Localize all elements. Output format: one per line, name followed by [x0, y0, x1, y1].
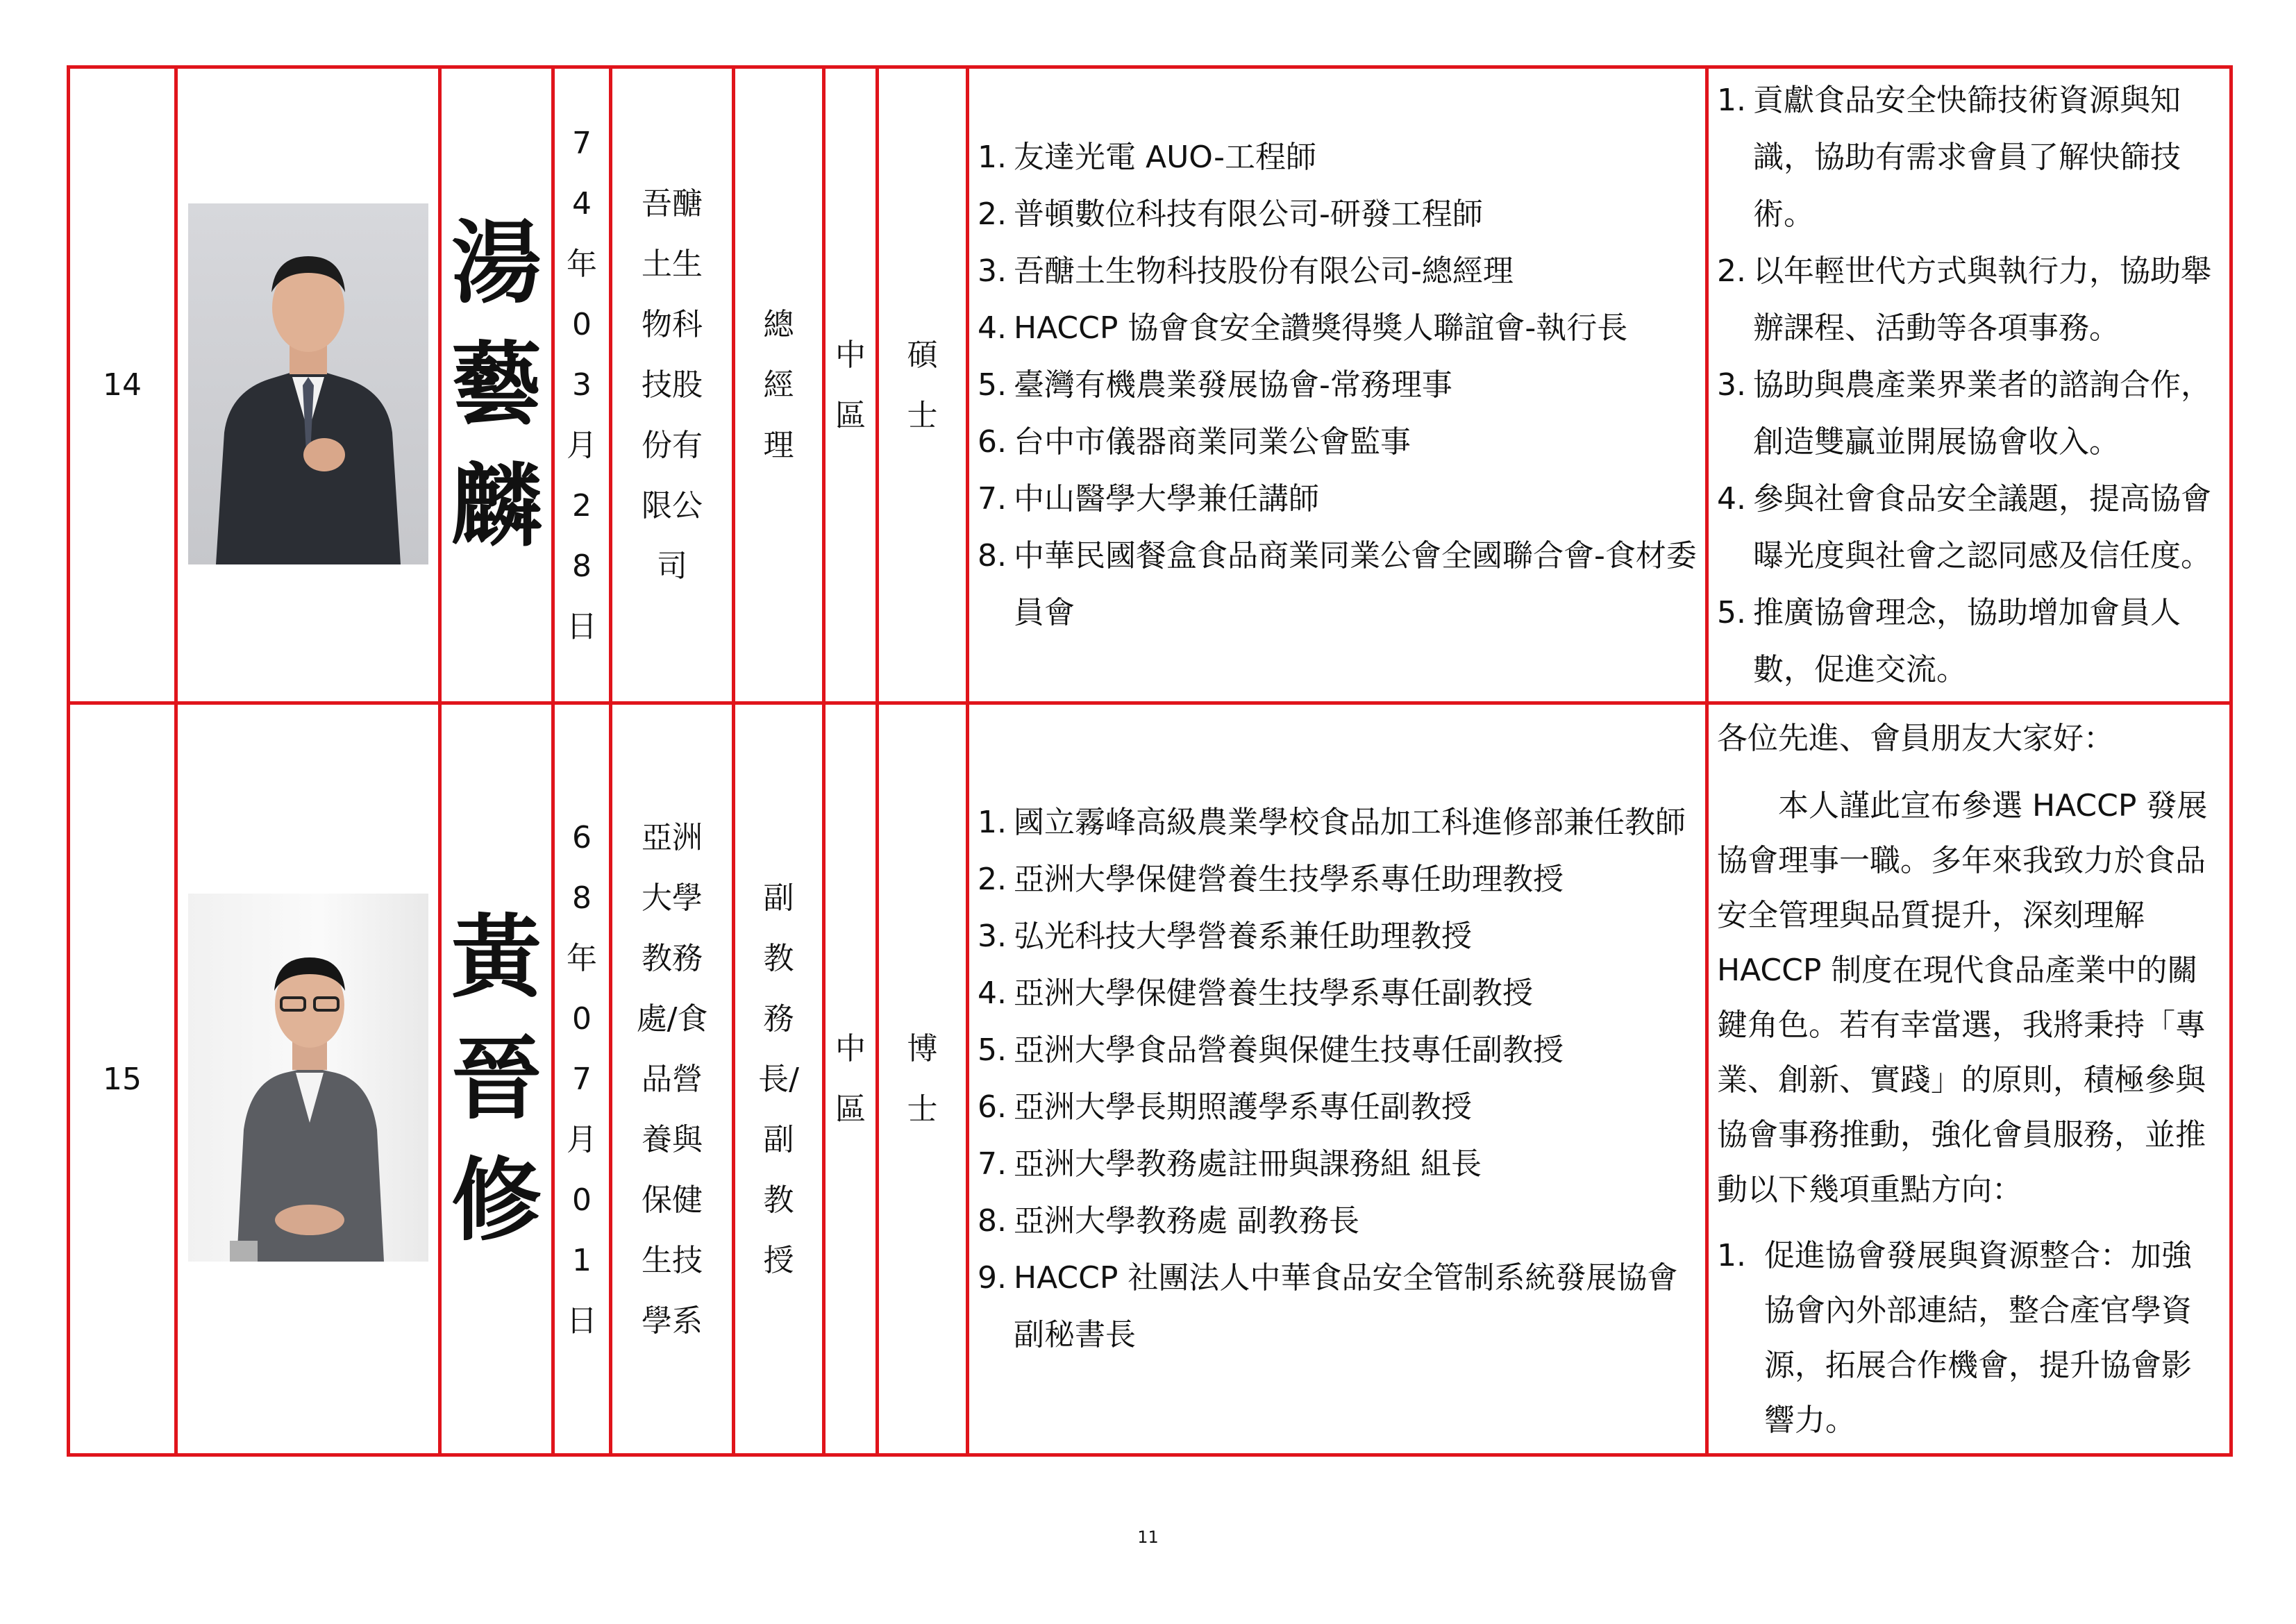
experience-item [978, 851, 1705, 908]
degree-char: 碩 [907, 337, 938, 373]
birthdate-char: 月 [567, 428, 597, 463]
organization-line: 保健 [642, 1182, 703, 1218]
item-text: HACCP 社團法人中華食品安全管制系統發展協會 副秘書長 [1014, 1260, 1678, 1353]
birthdate-char: 年 [567, 940, 597, 976]
experience-item [978, 357, 1705, 414]
candidate-birthdate [553, 67, 611, 703]
plan-item [1717, 471, 2229, 585]
candidate-row [69, 67, 2231, 703]
job-title-line: 教 [763, 1182, 794, 1218]
birthdate-char: 年 [567, 246, 597, 282]
item-number: 9. [978, 1260, 1007, 1296]
item-text: 中華民國餐盒食品商業同業公會全國聯合會-食材委員會 [1014, 537, 1697, 630]
item-number: 1. [978, 139, 1007, 175]
experience-item [978, 965, 1705, 1022]
organization-line: 生技 [642, 1242, 703, 1278]
experience-item [978, 1136, 1705, 1193]
job-title-line: 長/ [758, 1061, 799, 1097]
candidate-photo-cell [176, 703, 440, 1455]
candidate-experience [968, 703, 1707, 1455]
organization-line: 物科 [642, 307, 703, 342]
item-text: 普頓數位科技有限公司-研發工程師 [1014, 196, 1483, 232]
item-text: 推廣協會理念，協助增加會員人數，促進交流。 [1753, 594, 2181, 687]
organization-line: 司 [657, 549, 687, 584]
item-number: 1. [1717, 1237, 1746, 1273]
birthdate-char: 0 [572, 1182, 592, 1218]
item-text: 台中市儀器商業同業公會監事 [1014, 424, 1411, 460]
region-char: 中 [835, 1031, 866, 1066]
birthdate-char: 7 [572, 126, 592, 161]
organization-line: 教務 [642, 940, 703, 976]
organization-line: 處/食 [636, 1001, 708, 1037]
candidate-number: 15 [69, 703, 176, 1455]
birthdate-char: 3 [572, 367, 592, 403]
plan-item [1717, 72, 2229, 243]
job-title-line: 副 [763, 1121, 794, 1157]
experience-item [978, 129, 1705, 186]
experience-item [978, 1250, 1705, 1364]
organization-line: 技股 [642, 367, 703, 403]
item-text: 國立霧峰高級農業學校食品加工科進修部兼任教師 [1014, 805, 1686, 840]
candidate-organization [611, 703, 734, 1455]
candidate-name [440, 703, 553, 1455]
item-text: HACCP 協會食安全讚獎得獎人聯誼會-執行長 [1014, 310, 1628, 346]
statement-point [1717, 1228, 2220, 1448]
item-text: 協助與農產業界業者的諮詢合作，創造雙贏並開展協會收入。 [1753, 367, 2211, 460]
organization-line: 限公 [642, 488, 703, 524]
organization-line: 份有 [642, 428, 703, 463]
job-title-line: 副 [763, 880, 794, 916]
item-number: 1. [978, 805, 1007, 840]
statement-greeting: 各位先進、會員朋友大家好： [1717, 720, 2114, 756]
item-number: 3. [978, 919, 1007, 954]
birthdate-char: 月 [567, 1121, 597, 1157]
birthdate-char: 6 [572, 819, 592, 855]
experience-item [978, 186, 1705, 243]
birthdate-char: 4 [572, 186, 592, 221]
birthdate-char: 1 [572, 1242, 592, 1278]
experience-item [978, 528, 1705, 642]
page-number: 11 [1137, 1527, 1159, 1547]
candidate-statement [1707, 703, 2231, 1455]
name-char: 修 [451, 1147, 542, 1253]
item-text: 亞洲大學食品營養與保健生技專任副教授 [1014, 1032, 1564, 1068]
plan-item [1717, 585, 2229, 698]
birthdate-char: 0 [572, 307, 592, 342]
experience-item [978, 1079, 1705, 1136]
item-number: 5. [978, 367, 1007, 403]
experience-list [969, 129, 1705, 642]
birthdate-char: 7 [572, 1061, 592, 1097]
item-number: 3. [1717, 367, 1746, 403]
degree-char: 士 [907, 397, 938, 433]
candidate-job-title [734, 703, 824, 1455]
job-title-line: 經 [763, 367, 794, 403]
candidate-name [440, 67, 553, 703]
plan-item [1717, 357, 2229, 471]
organization-line: 吾醣 [642, 186, 703, 221]
candidate-experience [968, 67, 1707, 703]
item-number: 5. [978, 1032, 1007, 1068]
candidate-plan [1707, 67, 2231, 703]
statement-body: 本人謹此宣布參選 HACCP 發展協會理事一職。多年來我致力於食品安全管理與品質提升，深刻理解 HACCP 制度在現代食品產業中的關鍵角色。若有幸當選，我將秉持「專業、創新、實踐」的原則，積極參與協會事務推動，強化會員服務，並推動以下幾項重點方向： [1717, 787, 2208, 1207]
job-title-line: 授 [763, 1242, 794, 1278]
item-number: 6. [978, 1089, 1007, 1125]
region-char: 區 [835, 1091, 866, 1127]
experience-item [978, 414, 1705, 471]
item-text: 亞洲大學教務處註冊與課務組 組長 [1014, 1146, 1482, 1182]
birthdate-char: 日 [567, 609, 597, 644]
job-title-line: 理 [763, 428, 794, 463]
item-text: 促進協會發展與資源整合：加強協會內外部連結，整合產官學資源，拓展合作機會，提升協會影響力。 [1764, 1237, 2192, 1438]
birthdate-char: 0 [572, 1001, 592, 1037]
organization-line: 養與 [642, 1121, 703, 1157]
item-number: 3. [978, 253, 1007, 289]
candidate-region [824, 703, 878, 1455]
name-char: 麟 [451, 453, 542, 559]
candidate-region [824, 67, 878, 703]
candidate-job-title [734, 67, 824, 703]
item-text: 亞洲大學保健營養生技學系專任助理教授 [1014, 862, 1564, 897]
organization-line: 亞洲 [642, 819, 703, 855]
item-text: 臺灣有機農業發展協會-常務理事 [1014, 367, 1452, 403]
experience-item [978, 300, 1705, 357]
experience-item [978, 794, 1705, 851]
item-number: 2. [978, 862, 1007, 897]
item-number: 4. [978, 310, 1007, 346]
item-text: 參與社會食品安全議題，提高協會曝光度與社會之認同感及信任度。 [1753, 480, 2211, 574]
experience-list [969, 794, 1705, 1364]
portrait-photo-man-seated [188, 894, 428, 1262]
candidate-degree [878, 67, 968, 703]
candidate-number: 14 [69, 67, 176, 703]
job-title-line: 總 [763, 307, 794, 342]
job-title-line: 教 [763, 940, 794, 976]
candidate-row [69, 703, 2231, 1455]
candidate-table [67, 65, 2233, 1457]
item-text: 貢獻食品安全快篩技術資源與知識，協助有需求會員了解快篩技術。 [1753, 82, 2181, 232]
item-number: 8. [978, 537, 1007, 574]
candidate-degree [878, 703, 968, 1455]
portrait-photo-man-suit [188, 203, 428, 564]
name-char: 藝 [451, 332, 542, 437]
candidate-birthdate [553, 703, 611, 1455]
birthdate-char: 8 [572, 880, 592, 916]
statement-block [1709, 711, 2229, 1448]
experience-item [978, 243, 1705, 300]
experience-item [978, 908, 1705, 965]
item-number: 2. [1717, 253, 1746, 289]
item-number: 5. [1717, 594, 1746, 630]
region-char: 區 [835, 397, 866, 433]
organization-line: 品營 [642, 1061, 703, 1097]
plan-list [1709, 72, 2229, 698]
experience-item [978, 1193, 1705, 1250]
candidate-organization [611, 67, 734, 703]
birthdate-char: 2 [572, 488, 592, 524]
degree-char: 士 [907, 1091, 938, 1127]
item-text: 吾醣土生物科技股份有限公司-總經理 [1014, 253, 1514, 289]
region-char: 中 [835, 337, 866, 373]
experience-item [978, 471, 1705, 528]
name-char: 湯 [451, 210, 542, 316]
item-text: 亞洲大學教務處 副教務長 [1014, 1203, 1359, 1239]
degree-char: 博 [907, 1031, 938, 1066]
item-text: 亞洲大學保健營養生技學系專任副教授 [1014, 976, 1533, 1011]
item-number: 7. [978, 1146, 1007, 1182]
organization-line: 學系 [642, 1303, 703, 1339]
item-text: 以年輕世代方式與執行力，協助舉辦課程、活動等各項事務。 [1753, 253, 2211, 346]
birthdate-char: 8 [572, 549, 592, 584]
job-title-line: 務 [763, 1001, 794, 1037]
item-number: 7. [978, 480, 1007, 517]
name-char: 晉 [451, 1026, 542, 1132]
experience-item [978, 1022, 1705, 1079]
name-char: 黃 [451, 904, 542, 1010]
item-number: 2. [978, 196, 1007, 232]
item-number: 8. [978, 1203, 1007, 1239]
organization-line: 土生 [642, 246, 703, 282]
item-number: 1. [1717, 82, 1746, 118]
item-text: 友達光電 AUO-工程師 [1014, 139, 1317, 175]
plan-item [1717, 243, 2229, 357]
item-number: 4. [978, 976, 1007, 1011]
item-number: 6. [978, 424, 1007, 460]
birthdate-char: 日 [567, 1303, 597, 1339]
organization-line: 大學 [642, 880, 703, 916]
item-text: 中山醫學大學兼任講師 [1014, 480, 1319, 517]
item-number: 4. [1717, 480, 1746, 517]
item-text: 弘光科技大學營養系兼任助理教授 [1014, 919, 1472, 954]
item-text: 亞洲大學長期照護學系專任副教授 [1014, 1089, 1472, 1125]
candidate-photo-cell [176, 67, 440, 703]
